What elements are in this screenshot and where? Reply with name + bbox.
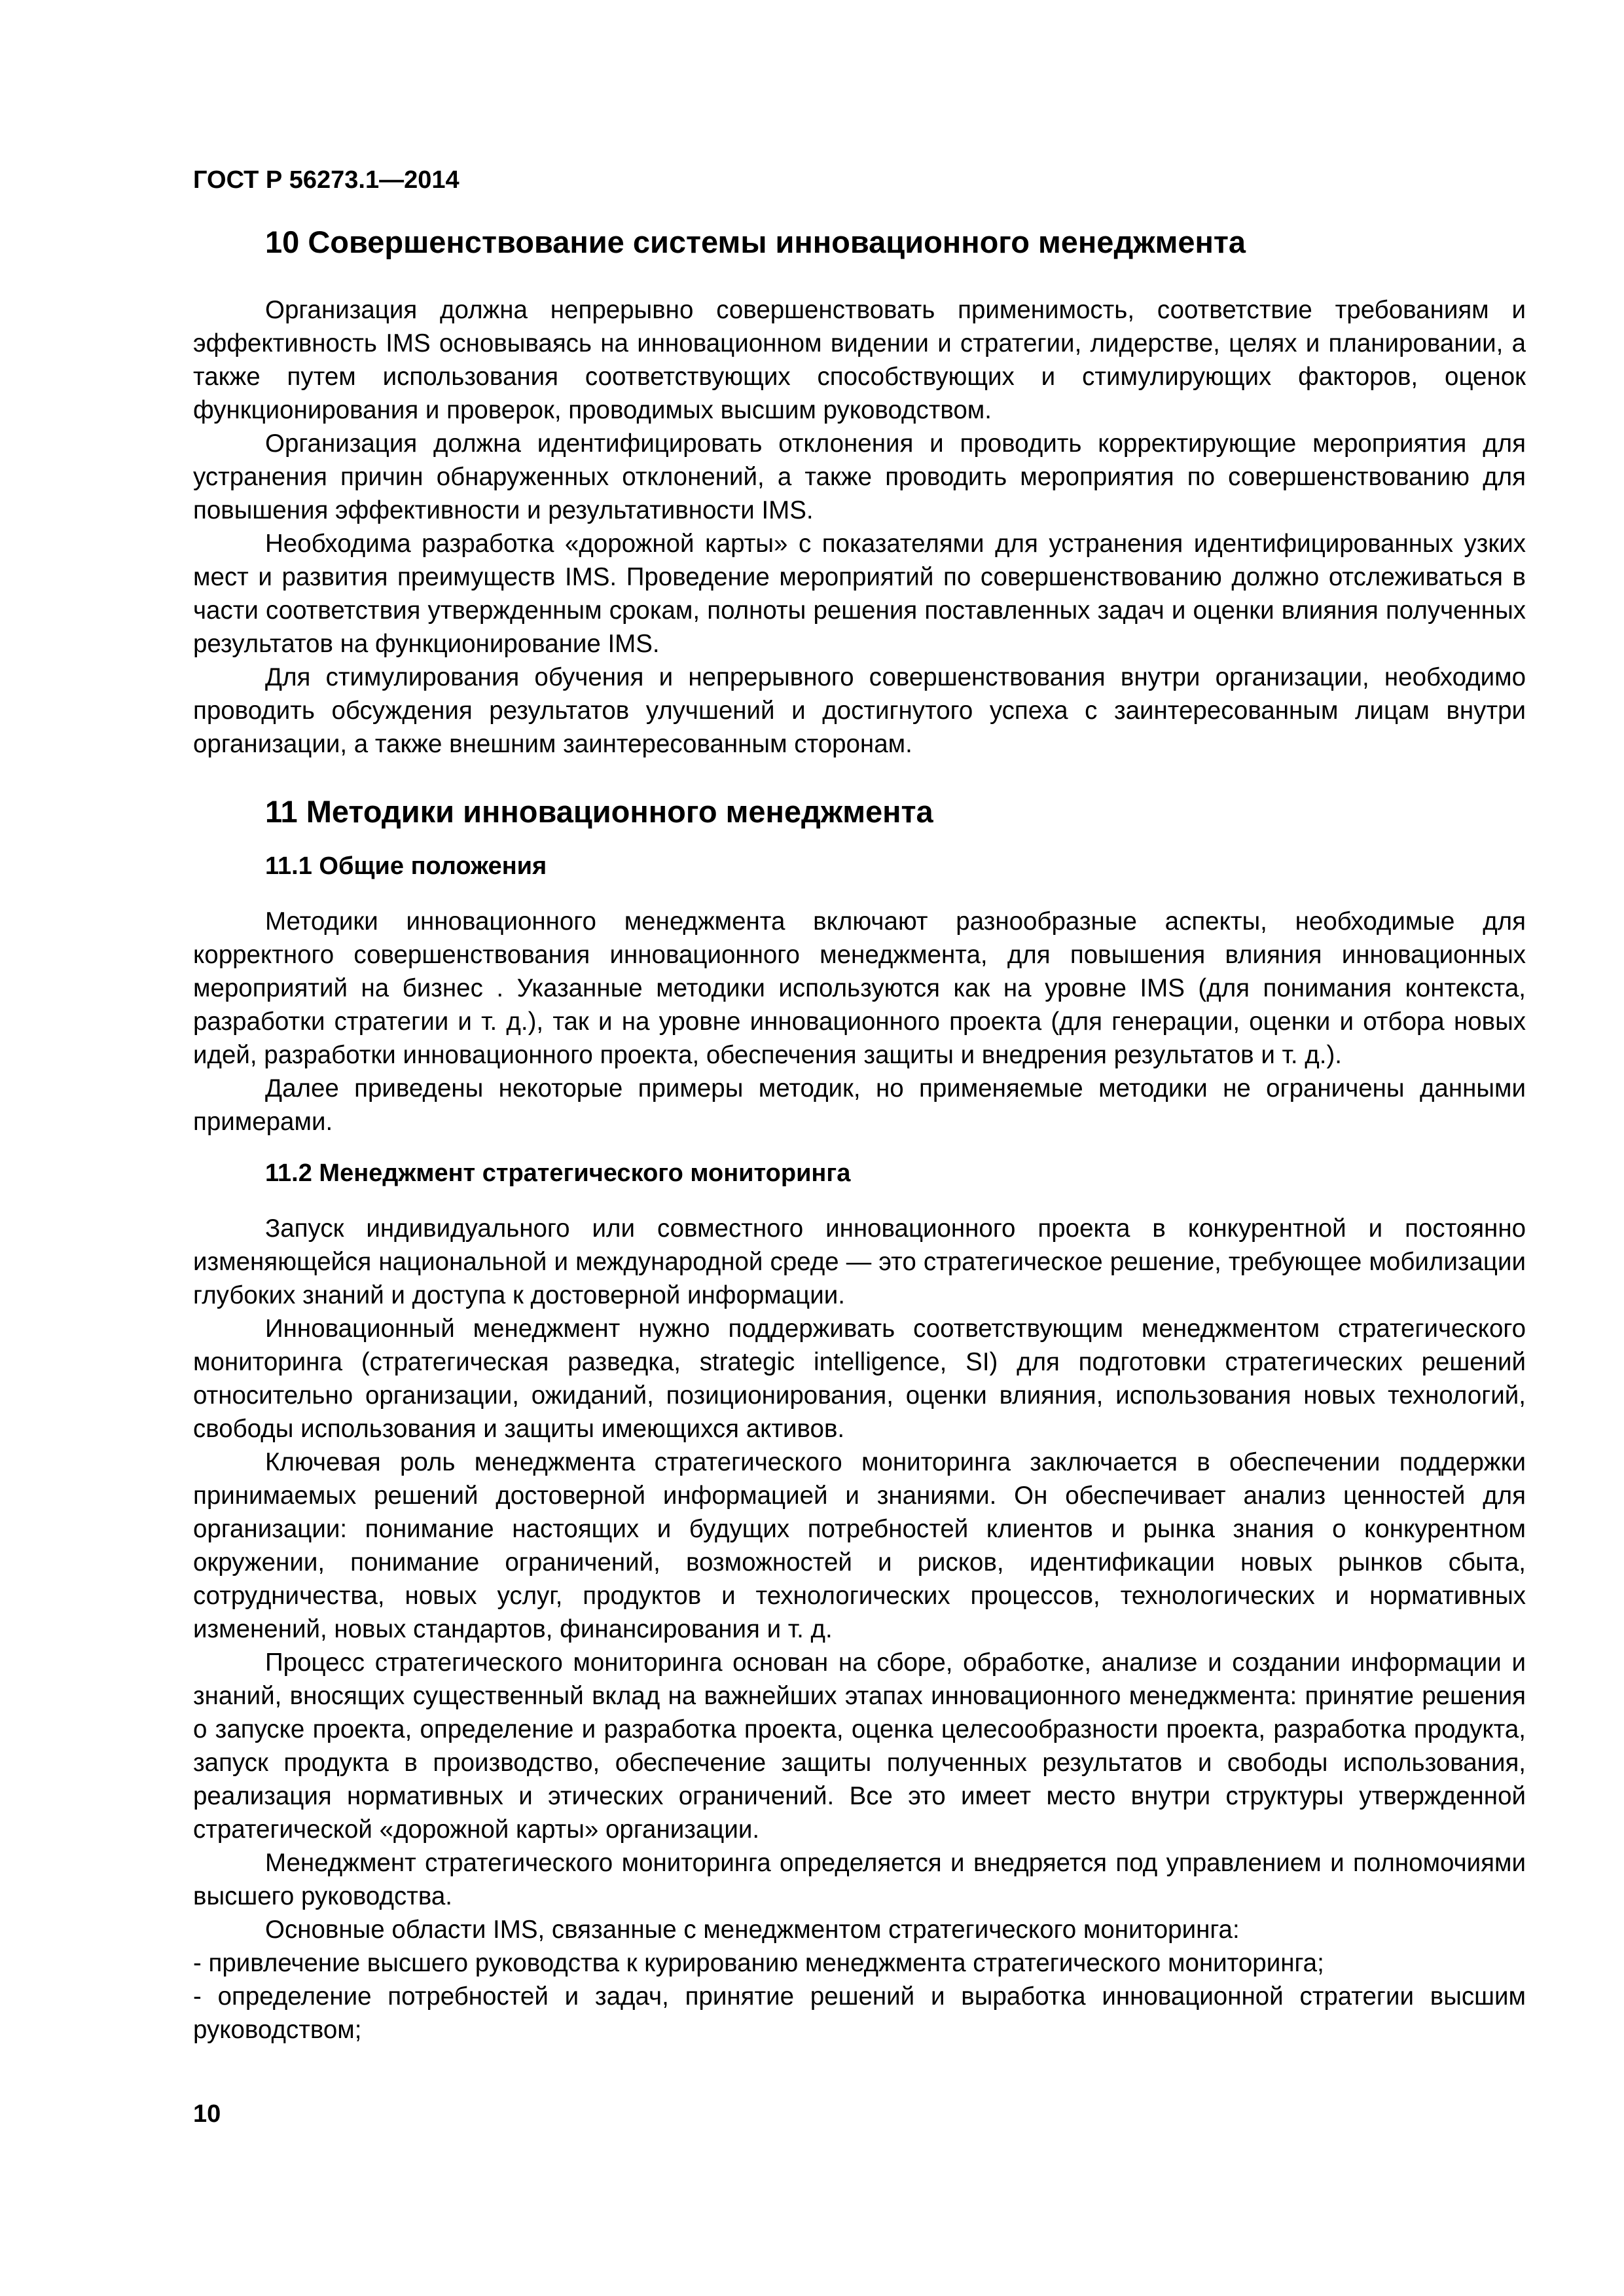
document-body — [193, 223, 1526, 2047]
subsection-11-2-paragraph-4: Процесс стратегического мониторинга основан на сборе, обработке, анализе и создании информации и знаний, вносящих существенный вклад на важнейших этапах инновационного менеджмента: принятие решения о запуске проекта, определение и разработка проекта, оценка целесообразности проекта, разработка продукта, запуск продукта в производство, обеспечение защиты полученных результатов и свободы использования, реализация нормативных и этических ограничений. Все это имеет место внутри структуры утвержденной стратегической «дорожной карты» организации. — [193, 1649, 1526, 1844]
page-number: 10 — [193, 2100, 221, 2128]
subsection-11-1-heading: 11.1 Общие положения — [265, 852, 547, 880]
subsection-11-2-paragraph-6: Основные области IMS, связанные с менеджментом стратегического мониторинга: — [265, 1916, 1240, 1944]
section-11-heading: 11 Методики инновационного менеджмента — [265, 794, 933, 829]
list-item: - определение потребностей и задач, принятие решений и выработка инновационной стратегии высшим руководством; — [193, 1982, 1526, 2044]
section-10-heading: 10 Совершенствование системы инновационного менеджмента — [265, 225, 1246, 259]
subsection-11-1-paragraph-2: Далее приведены некоторые примеры методик, но применяемые методики не ограничены данными примерами. — [193, 1074, 1526, 1136]
subsection-11-2-paragraph-2: Инновационный менеджмент нужно поддерживать соответствующим менеджментом стратегического мониторинга (стратегическая разведка, strategic intelligence, SI) для подготовки стратегических решений относительно организации, ожиданий, позиционирования, оценки влияния, использования новых технологий, свободы использования и защиты имеющихся активов. — [193, 1315, 1526, 1443]
subsection-11-1-paragraph-1: Методики инновационного менеджмента включают разнообразные аспекты, необходимые для корректного совершенствования инновационного менеджмента, для повышения влияния инновационных мероприятий на бизнес . Указанные методики используются как на уровне IMS (для понимания контекста, разработки стратегии и т. д.), так и на уровне инновационного проекта (для генерации, оценки и отбора новых идей, разработки инновационного проекта, обеспечения защиты и внедрения результатов и т. д.). — [193, 907, 1526, 1069]
section-10-paragraph-1: Организация должна непрерывно совершенствовать применимость, соответствие требованиям и эффективность IMS основываясь на инновационном видении и стратегии, лидерстве, целях и планировании, а также путем использования соответствующих способствующих и стимулирующих факторов, оценок функционирования и проверок, проводимых высшим руководством. — [193, 296, 1526, 424]
subsection-11-2-paragraph-3: Ключевая роль менеджмента стратегического мониторинга заключается в обеспечении поддержки принимаемых решений достоверной информацией и знаниями. Он обеспечивает анализ ценностей для организации: понимание настоящих и будущих потребностей клиентов и рынка знания о конкурентном окружении, понимание ограничений, возможностей и рисков, идентификации новых рынков сбыта, сотрудничества, новых услуг, продуктов и технологических процессов, технологических и нормативных изменений, новых стандартов, финансирования и т. д. — [193, 1448, 1526, 1643]
subsection-11-2-heading: 11.2 Менеджмент стратегического мониторинга — [265, 1159, 851, 1187]
section-10-paragraph-2: Организация должна идентифицировать отклонения и проводить корректирующие мероприятия для устранения причин обнаруженных отклонений, а также проводить мероприятия по совершенствованию для повышения эффективности и результативности IMS. — [193, 429, 1526, 524]
document-code-header: ГОСТ Р 56273.1—2014 — [193, 166, 460, 194]
section-10-paragraph-3: Необходима разработка «дорожной карты» с показателями для устранения идентифицированных узких мест и развития преимуществ IMS. Проведение мероприятий по совершенствованию должно отслеживаться в части соответствия утвержденным срокам, полноты решения поставленных задач и оценки влияния полученных результатов на функционирование IMS. — [193, 530, 1526, 658]
list-item: - привлечение высшего руководства к курированию менеджмента стратегического мониторинга; — [193, 1949, 1324, 1977]
subsection-11-2-paragraph-5: Менеджмент стратегического мониторинга определяется и внедряется под управлением и полномочиями высшего руководства. — [193, 1849, 1526, 1910]
subsection-11-2-paragraph-1: Запуск индивидуального или совместного инновационного проекта в конкурентной и постоянно изменяющейся национальной и международной среде — это стратегическое решение, требующее мобилизации глубоких знаний и доступа к достоверной информации. — [193, 1214, 1526, 1309]
section-10-paragraph-4: Для стимулирования обучения и непрерывного совершенствования внутри организации, необходимо проводить обсуждения результатов улучшений и достигнутого успеха с заинтересованным лицам внутри организации, а также внешним заинтересованным сторонам. — [193, 663, 1526, 758]
